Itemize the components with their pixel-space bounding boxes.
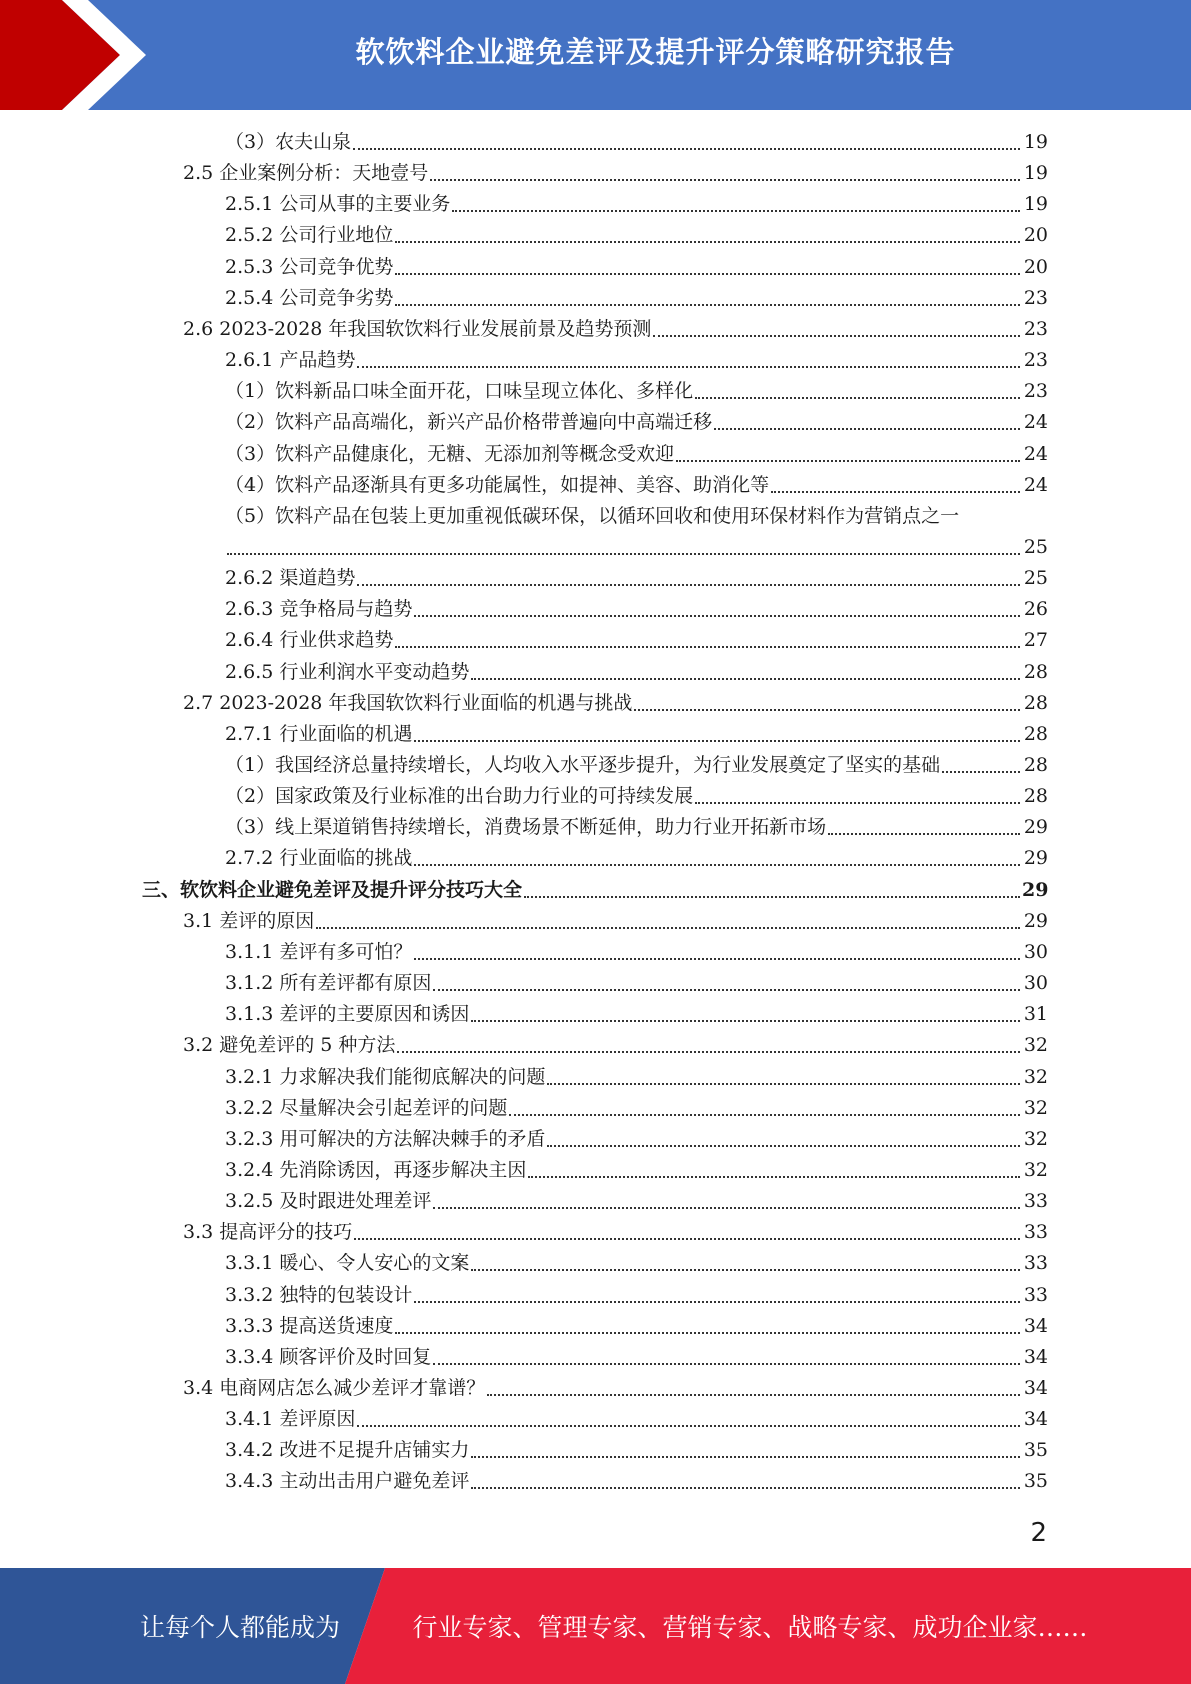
toc-entry-page: 31 (1023, 1003, 1048, 1026)
toc-entry[interactable] (183, 1217, 1048, 1245)
toc-dot-leader (695, 802, 1020, 804)
toc-entry[interactable] (225, 189, 1048, 217)
footer-slogan-left: 让每个人都能成为 (139, 1613, 340, 1642)
toc-dot-leader (414, 740, 1020, 742)
toc-entry-page: 32 (1023, 1096, 1048, 1119)
toc-dot-leader (942, 771, 1020, 773)
toc-entry-page: 24 (1023, 411, 1048, 434)
toc-entry-label: （5）饮料产品在包装上更加重视低碳环保，以循环回收和使用环保材料作为营销点之一 (225, 504, 960, 527)
page-number: 2 (1030, 1518, 1047, 1548)
toc-entry-page: 29 (1023, 816, 1048, 839)
toc-entry[interactable] (225, 283, 1048, 311)
toc-dot-leader (414, 1301, 1020, 1303)
toc-entry[interactable] (225, 657, 1048, 685)
toc-dot-leader (227, 553, 1020, 555)
toc-entry-label: 2.7.2 行业面临的挑战 (225, 847, 413, 870)
toc-entry-label: 2.6.2 渠道趋势 (225, 567, 356, 590)
toc-entry-label: 3.1.3 差评的主要原因和诱因 (225, 1003, 470, 1026)
toc-entry-page: 28 (1023, 722, 1048, 745)
toc-entry-label: 3.2.3 用可解决的方法解决棘手的矛盾 (225, 1127, 546, 1150)
toc-entry-label: 3.3.4 顾客评价及时回复 (225, 1345, 432, 1368)
toc-entry-page: 33 (1023, 1221, 1048, 1244)
toc-entry-label: 3.3.1 暖心、令人安心的文案 (225, 1252, 470, 1275)
toc-dot-leader (354, 1238, 1020, 1240)
toc-dot-leader (433, 1363, 1020, 1365)
toc-dot-leader (397, 1051, 1020, 1053)
toc-entry-label: （3）饮料产品健康化，无糖、无添加剂等概念受欢迎 (225, 442, 675, 465)
toc-dot-leader (433, 1207, 1020, 1209)
toc-entry-page: 20 (1023, 224, 1048, 247)
toc-entry-page: 19 (1023, 162, 1048, 185)
toc-entry-page: 25 (1023, 567, 1048, 590)
toc-entry-page: 29 (1022, 878, 1049, 901)
toc-dot-leader (547, 1083, 1020, 1085)
toc-dot-leader (395, 646, 1020, 648)
toc-entry-label: 2.5.2 公司行业地位 (225, 224, 394, 247)
toc-entry-label: 2.5.4 公司竞争劣势 (225, 286, 394, 309)
toc-entry-page: 28 (1023, 754, 1048, 776)
header-banner (0, 0, 1191, 110)
toc-dot-leader (316, 927, 1020, 929)
toc-entry-label: 3.2.4 先消除诱因，再逐步解决主因 (225, 1158, 527, 1181)
toc-entry-label: 2.6 2023-2028 年我国软饮料行业发展前景及趋势预测 (183, 317, 652, 340)
toc-entry-page: 23 (1023, 380, 1048, 403)
toc-entry-page: 28 (1023, 785, 1048, 808)
toc-dot-leader (395, 273, 1020, 275)
toc-entry[interactable] (183, 314, 1048, 342)
toc-entry-page: 25 (1023, 535, 1048, 558)
toc-entry-page: 32 (1023, 1065, 1048, 1088)
toc-entry[interactable] (225, 750, 1048, 778)
toc-entry-page: 34 (1023, 1314, 1048, 1337)
toc-entry-page: 33 (1023, 1190, 1048, 1213)
toc-entry[interactable] (225, 563, 1048, 591)
toc-entry-page: 19 (1023, 193, 1048, 216)
toc-entry[interactable] (183, 688, 1048, 716)
toc-entry[interactable] (225, 532, 1048, 560)
toc-entry-page: 24 (1023, 442, 1048, 465)
toc-entry-page: 32 (1023, 1034, 1048, 1057)
toc-entry[interactable] (225, 220, 1048, 248)
toc-entry-label: 2.5 企业案例分析：天地壹号 (183, 162, 429, 185)
toc-entry-page: 34 (1023, 1345, 1048, 1368)
toc-dot-leader (471, 678, 1020, 680)
toc-entry-page: 27 (1023, 629, 1048, 652)
toc-entry-page: 32 (1023, 1127, 1048, 1150)
toc-entry[interactable] (183, 158, 1048, 186)
toc-entry-page: 35 (1023, 1439, 1048, 1462)
toc-entry-label: 3.1.1 差评有多可怕？ (225, 940, 413, 963)
toc-dot-leader (471, 1269, 1020, 1271)
toc-entry-page: 30 (1023, 972, 1048, 995)
toc-entry-page: 33 (1023, 1283, 1048, 1306)
toc-entry-page: 20 (1023, 255, 1048, 278)
toc-entry-label: 3.3.3 提高送货速度 (225, 1314, 394, 1337)
toc-dot-leader (430, 179, 1020, 181)
toc-entry-label: 2.6.4 行业供求趋势 (225, 629, 394, 652)
document-title: 软饮料企业避免差评及提升评分策略研究报告 (355, 34, 956, 69)
toc-entry-page: 23 (1023, 349, 1048, 372)
toc-entry[interactable] (225, 781, 1048, 809)
toc-entry[interactable] (225, 1280, 1048, 1308)
toc-dot-leader (714, 428, 1020, 430)
toc-entry[interactable] (225, 719, 1048, 747)
toc-entry-page: 34 (1023, 1377, 1048, 1399)
toc-entry-label: （1）饮料新品口味全面开花，口味呈现立体化、多样化 (225, 380, 694, 403)
toc-dot-leader (414, 958, 1020, 960)
toc-entry-label: （1）我国经济总量持续增长，人均收入水平逐步提升，为行业发展奠定了坚实的基础 (225, 754, 941, 776)
toc-dot-leader (471, 1487, 1020, 1489)
toc-entry-label: 2.6.1 产品趋势 (225, 349, 356, 372)
toc-entry-label: 3.2 避免差评的 5 种方法 (183, 1034, 396, 1057)
toc-entry[interactable] (225, 968, 1048, 996)
toc-entry[interactable] (225, 594, 1048, 622)
toc-entry-label: 3.3.2 独特的包装设计 (225, 1283, 413, 1306)
toc-entry-label: 3.2.1 力求解决我们能彻底解决的问题 (225, 1065, 546, 1088)
toc-entry-page: 34 (1023, 1408, 1048, 1431)
toc-entry[interactable] (225, 407, 1048, 435)
toc-entry-page: 32 (1023, 1158, 1048, 1181)
toc-entry-label: 2.7 2023-2028 年我国软饮料行业面临的机遇与挑战 (183, 691, 633, 714)
toc-entry-label: （2）饮料产品高端化，新兴产品价格带普遍向中高端迁移 (225, 411, 713, 434)
toc-entry-label: 3.4 电商网店怎么减少差评才靠谱？ (183, 1377, 486, 1399)
toc-entry[interactable] (225, 501, 1048, 529)
toc-entry-page: 26 (1023, 598, 1048, 621)
toc-dot-leader (653, 335, 1020, 337)
toc-entry[interactable] (225, 999, 1048, 1027)
toc-dot-leader (528, 1176, 1020, 1178)
toc-entry[interactable] (225, 1311, 1048, 1339)
toc-entry-label: 2.7.1 行业面临的机遇 (225, 722, 413, 745)
toc-entry[interactable] (225, 843, 1048, 871)
toc-dot-leader (414, 864, 1020, 866)
toc-entry[interactable] (225, 252, 1048, 280)
toc-dot-leader (828, 833, 1020, 835)
toc-entry[interactable] (225, 812, 1048, 840)
toc-entry-label: 3.4.1 差评原因 (225, 1408, 356, 1431)
toc-entry-label: 2.6.5 行业利润水平变动趋势 (225, 660, 470, 683)
toc-entry[interactable] (225, 1155, 1048, 1183)
toc-entry[interactable] (225, 1062, 1048, 1090)
toc-entry[interactable] (225, 1093, 1048, 1121)
toc-dot-leader (357, 584, 1020, 586)
toc-entry[interactable] (225, 1248, 1048, 1276)
toc-dot-leader (357, 366, 1020, 368)
toc-entry[interactable] (225, 376, 1048, 404)
toc-entry-page: 28 (1023, 691, 1048, 714)
toc-entry-page: 29 (1023, 909, 1048, 932)
toc-entry[interactable] (225, 1435, 1048, 1463)
toc-dot-leader (433, 989, 1020, 991)
toc-entry-page: 35 (1023, 1470, 1048, 1493)
toc-entry[interactable] (225, 1466, 1048, 1494)
toc-entry[interactable] (225, 1404, 1048, 1432)
toc-entry[interactable] (183, 1030, 1048, 1058)
toc-dot-leader (487, 1394, 1020, 1396)
toc-entry-page: 23 (1023, 317, 1048, 340)
toc-entry-label: （3）农夫山泉 (225, 131, 352, 153)
toc-entry[interactable] (225, 625, 1048, 653)
toc-dot-leader (471, 1456, 1020, 1458)
toc-entry-page: 33 (1023, 1252, 1048, 1275)
toc-entry[interactable] (225, 1186, 1048, 1214)
toc-entry[interactable] (183, 906, 1048, 934)
toc-dot-leader (353, 148, 1020, 150)
toc-entry-page: 30 (1023, 940, 1048, 963)
toc-entry-page: 29 (1023, 847, 1048, 870)
toc-entry-label: 2.5.1 公司从事的主要业务 (225, 193, 451, 216)
toc-dot-leader (771, 491, 1020, 493)
toc-entry-label: 3.1 差评的原因 (183, 909, 315, 932)
toc-entry[interactable] (225, 127, 1048, 155)
footer-banner (0, 1568, 1191, 1684)
toc-dot-leader (395, 241, 1020, 243)
footer-slogan-right: 行业专家、管理专家、营销专家、战略专家、成功企业家…… (412, 1613, 1088, 1642)
toc-entry[interactable] (142, 875, 1048, 903)
toc-entry-label: （3）线上渠道销售持续增长，消费场景不断延伸，助力行业开拓新市场 (225, 816, 827, 839)
toc-entry-label: （2）国家政策及行业标准的出台助力行业的可持续发展 (225, 785, 694, 808)
toc-entry-label: 3.2.5 及时跟进处理差评 (225, 1190, 432, 1213)
toc-dot-leader (695, 397, 1020, 399)
toc-entry[interactable] (225, 439, 1048, 467)
toc-entry-label: 3.4.3 主动出击用户避免差评 (225, 1470, 470, 1493)
toc-dot-leader (524, 896, 1020, 898)
toc-entry-page: 28 (1023, 660, 1048, 683)
toc-entry[interactable] (225, 937, 1048, 965)
toc-entry[interactable] (183, 1373, 1048, 1401)
toc-entry[interactable] (225, 345, 1048, 373)
toc-entry[interactable] (225, 470, 1048, 498)
toc-entry-page: 23 (1023, 286, 1048, 309)
toc-entry-label: 三、软饮料企业避免差评及提升评分技巧大全 (142, 878, 523, 901)
toc-dot-leader (395, 304, 1020, 306)
toc-entry-page: 24 (1023, 473, 1048, 496)
toc-entry-label: 3.2.2 尽量解决会引起差评的问题 (225, 1096, 508, 1119)
toc-dot-leader (676, 460, 1020, 462)
toc-dot-leader (547, 1145, 1020, 1147)
toc-entry[interactable] (225, 1342, 1048, 1370)
toc-entry[interactable] (225, 1124, 1048, 1152)
toc-entry-label: 3.1.2 所有差评都有原因 (225, 972, 432, 995)
toc-entry-label: 2.5.3 公司竞争优势 (225, 255, 394, 278)
toc-dot-leader (452, 210, 1020, 212)
toc-entry-page: 19 (1023, 131, 1048, 153)
toc-dot-leader (414, 615, 1020, 617)
toc-dot-leader (471, 1020, 1020, 1022)
toc-entry-label: 3.3 提高评分的技巧 (183, 1221, 353, 1244)
toc-dot-leader (634, 709, 1020, 711)
toc-dot-leader (395, 1332, 1020, 1334)
toc-dot-leader (357, 1425, 1020, 1427)
toc-dot-leader (509, 1114, 1020, 1116)
toc-entry-label: 3.4.2 改进不足提升店铺实力 (225, 1439, 470, 1462)
toc-entry-label: （4）饮料产品逐渐具有更多功能属性，如提神、美容、助消化等 (225, 473, 770, 496)
toc-entry-label: 2.6.3 竞争格局与趋势 (225, 598, 413, 621)
